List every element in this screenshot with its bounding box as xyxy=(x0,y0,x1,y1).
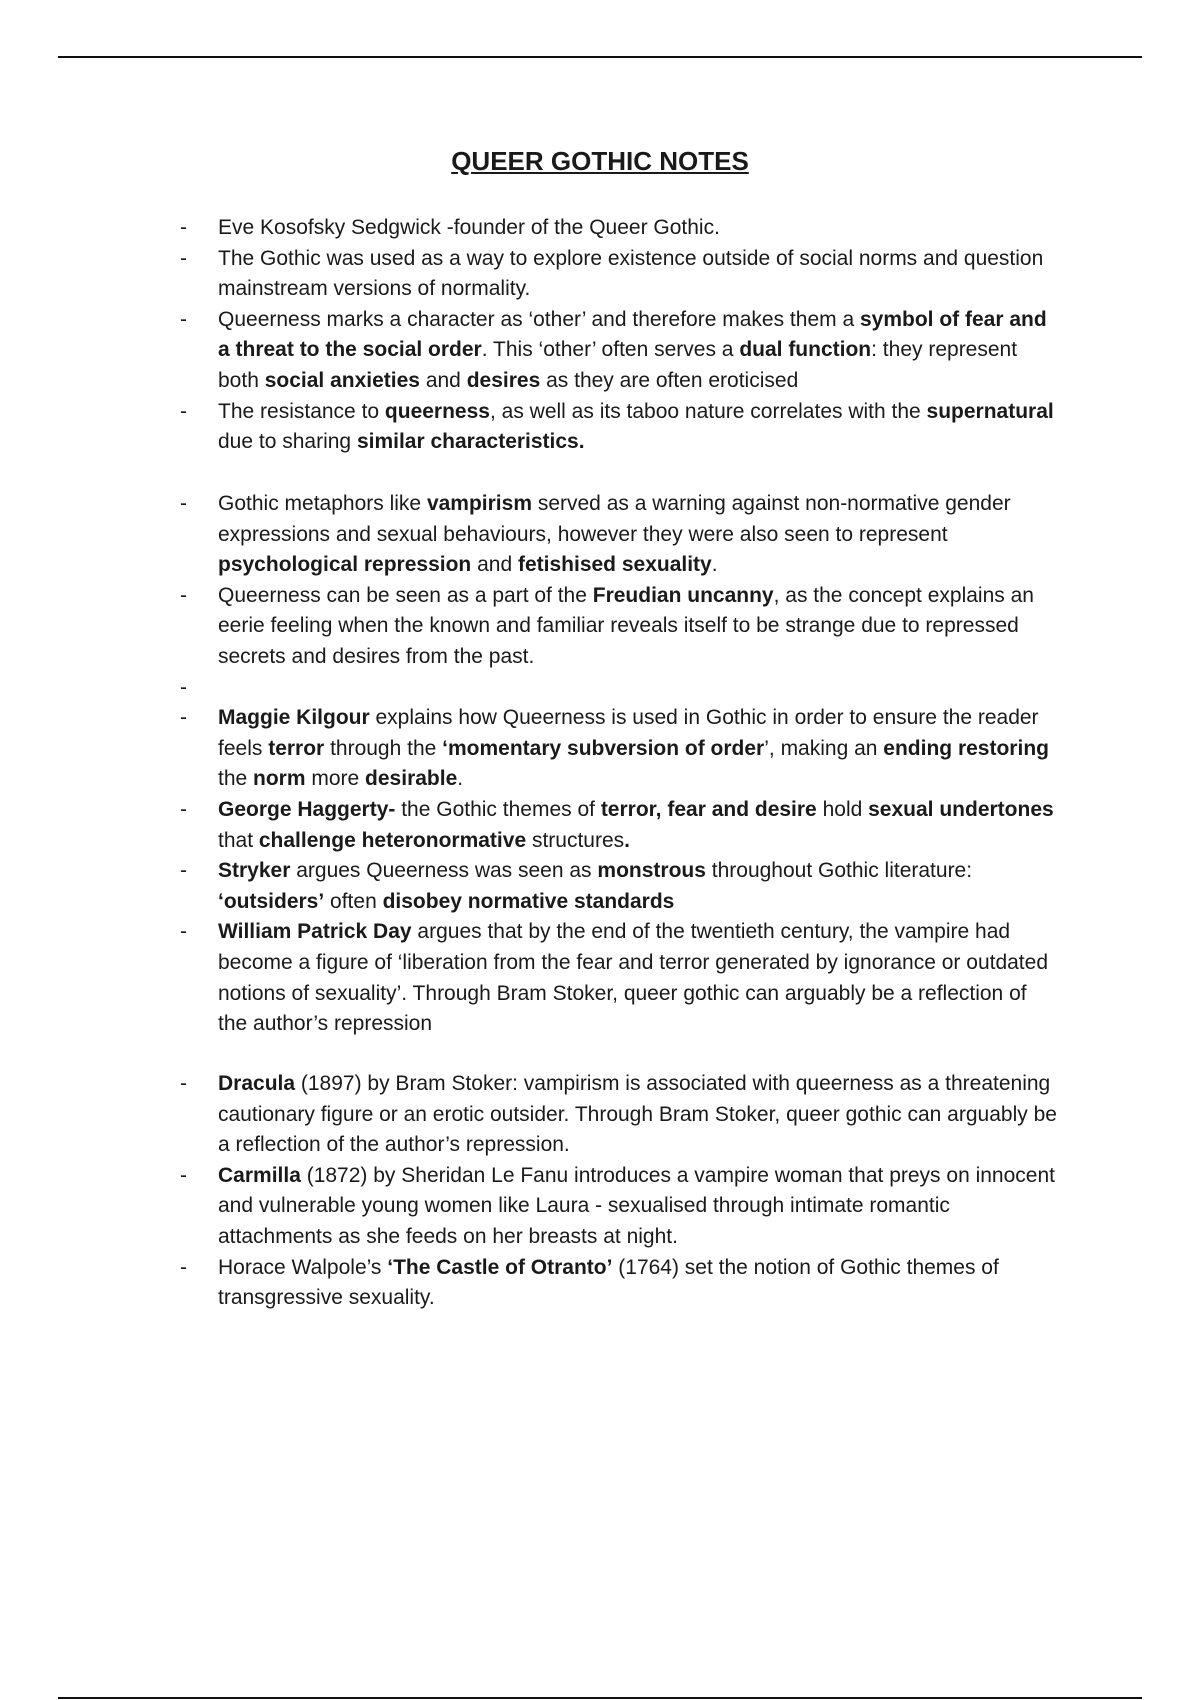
text-run: and xyxy=(419,368,467,392)
bullet-item xyxy=(180,397,1060,458)
bold-text: Maggie Kilgour xyxy=(218,706,370,730)
text-run: argues that by the end of the twentieth century, the vampire had become a figure of ‘liberation from the fear and terror generated by ignorance or outdated notions of sexuality’. Through Bram Stoker, queer gothic can arguably be a reflection of the author’s repression xyxy=(218,920,1049,1036)
bullet-list-1 xyxy=(180,213,1060,458)
bullet-dash: - xyxy=(180,307,187,331)
bullet-item xyxy=(180,1253,1060,1314)
bold-text: social anxieties xyxy=(264,368,420,392)
bullet-dash: - xyxy=(180,583,187,607)
text-run: Eve Kosofsky Sedgwick -founder of the Queer Gothic. xyxy=(218,216,720,239)
bullet-item xyxy=(180,305,1060,397)
bold-text: desirable xyxy=(365,767,458,791)
text-run: , as well as its taboo nature correlates with the xyxy=(489,399,927,423)
text-run: explains how Queerness is used in Gothic in order to ensure the reader feels xyxy=(218,706,1039,760)
bullet-item xyxy=(180,673,1060,704)
bullet-item xyxy=(180,856,1060,917)
text-run: The resistance to xyxy=(218,399,385,423)
bold-text: queerness xyxy=(384,399,490,423)
bullet-item xyxy=(180,244,1060,305)
bold-text: disobey normative standards xyxy=(382,889,675,913)
bold-text: Carmilla xyxy=(218,1163,301,1187)
bold-text: Stryker xyxy=(218,859,291,883)
text-run: the xyxy=(218,767,254,791)
text-run: the Gothic themes of xyxy=(395,797,601,821)
text-run: , as the concept explains an eerie feeling when the known and familiar reveals itself to be strange due to repressed secrets and desires from the past. xyxy=(218,583,1034,668)
document-title: QUEER GOTHIC NOTES xyxy=(451,146,749,176)
bullet-dash: - xyxy=(180,920,187,944)
bold-text: psychological repression xyxy=(218,553,472,577)
bold-text: George Haggerty- xyxy=(218,797,396,821)
text-run: due to sharing xyxy=(218,430,357,454)
text-run: ’, making an xyxy=(764,736,884,760)
bold-text: desires xyxy=(466,368,541,392)
text-run: (1872) by Sheridan Le Fanu introduces a vampire woman that preys on innocent and vulnerable young women like Laura - sexualised through intimate romantic attachments as she feeds on her breasts at night. xyxy=(218,1163,1055,1248)
text-run: more xyxy=(305,767,366,791)
bullet-dash: - xyxy=(180,246,187,270)
bullet-dash: - xyxy=(180,797,187,821)
text-run: Gothic metaphors like xyxy=(218,492,427,515)
bullet-dash: - xyxy=(180,399,187,423)
bullet-dash: - xyxy=(180,1255,187,1279)
bullet-dash: - xyxy=(180,1163,187,1187)
bold-text: terror xyxy=(268,736,325,760)
text-run: Queerness marks a character as ‘other’ and therefore makes them a xyxy=(218,307,860,331)
bold-text: dual function xyxy=(739,338,872,362)
bold-text: . xyxy=(624,828,630,852)
bullet-list-3 xyxy=(180,1069,1060,1314)
text-run: hold xyxy=(816,797,869,821)
header-rule xyxy=(58,56,1142,58)
text-run: throughout Gothic literature: xyxy=(705,859,973,883)
bold-text: norm xyxy=(253,767,306,791)
text-run: argues Queerness was seen as xyxy=(290,859,598,883)
bold-text: vampirism xyxy=(426,492,532,515)
text-run: : they represent both xyxy=(218,338,1018,392)
bullet-item xyxy=(180,917,1060,1039)
bullet-item xyxy=(180,581,1060,673)
text-run: The Gothic was used as a way to explore existence outside of social norms and question mainstream versions of normality. xyxy=(218,246,1044,301)
text-run: and xyxy=(471,553,518,577)
bold-text: supernatural xyxy=(926,399,1054,423)
bullet-item xyxy=(180,1069,1060,1161)
bold-text: ‘momentary subversion of order xyxy=(442,736,765,760)
text-run: . xyxy=(711,553,718,577)
bullet-dash: - xyxy=(180,1072,187,1095)
bold-text: similar characteristics. xyxy=(356,430,585,454)
bullet-dash: - xyxy=(180,216,187,239)
bullet-item xyxy=(180,1161,1060,1253)
bullet-list-2 xyxy=(180,489,1060,1040)
text-run: (1897) by Bram Stoker: vampirism is associated with queerness as a threatening cautionary figure or an erotic outsider. Through Bram Stoker, queer gothic can arguably be a reflection of the author’s repression. xyxy=(218,1072,1057,1157)
bullet-dash: - xyxy=(180,675,187,699)
text-run: (1764) set the notion of Gothic themes of transgressive sexuality. xyxy=(218,1255,999,1310)
bold-text: ending restoring xyxy=(883,736,1049,760)
text-run: that xyxy=(218,828,259,852)
text-run: . This ‘other’ often serves a xyxy=(481,338,740,362)
bold-text: challenge heteronormative xyxy=(258,828,527,852)
bullet-dash: - xyxy=(180,492,187,515)
text-run: as they are often eroticised xyxy=(540,368,799,392)
text-run: through the xyxy=(324,736,443,760)
text-run: Queerness can be seen as a part of the xyxy=(218,583,593,607)
bold-text: terror, fear and desire xyxy=(600,797,817,821)
bold-text: Dracula xyxy=(218,1072,296,1095)
bold-text: sexual undertones xyxy=(868,797,1054,821)
bold-text: symbol of fear and a threat to the social order xyxy=(218,307,1047,362)
text-run: served as a warning against non-normative gender expressions and sexual behaviours, however they were also seen to represent xyxy=(218,492,1011,546)
text-run: Horace Walpole’s xyxy=(218,1255,388,1279)
bullet-dash: - xyxy=(180,859,187,883)
text-run: structures xyxy=(526,828,625,852)
bullet-item xyxy=(180,213,1060,244)
bold-text: fetishised sexuality xyxy=(517,553,712,577)
bold-text: William Patrick Day xyxy=(218,920,412,944)
bullet-dash: - xyxy=(180,706,187,730)
bold-text: monstrous xyxy=(597,859,706,883)
bullet-item xyxy=(180,489,1060,581)
bullet-item xyxy=(180,703,1060,795)
text-run: often xyxy=(324,889,383,913)
bold-text: Freudian uncanny xyxy=(592,583,774,607)
bullet-item xyxy=(180,795,1060,856)
bold-text: ‘outsiders’ xyxy=(218,889,325,913)
text-run: . xyxy=(457,767,464,791)
bold-text: ‘The Castle of Otranto’ xyxy=(387,1255,613,1279)
footer-rule xyxy=(58,1697,1142,1699)
